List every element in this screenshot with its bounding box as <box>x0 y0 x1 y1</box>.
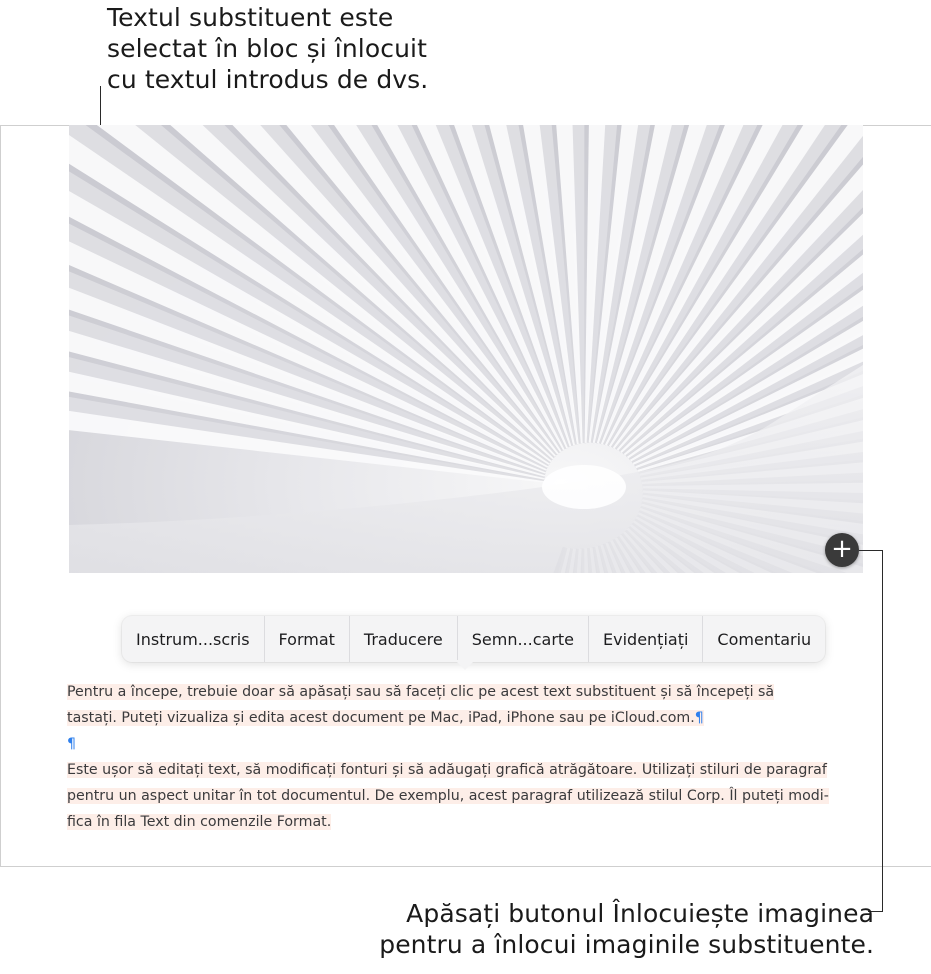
menu-item-translate[interactable]: Traducere <box>350 616 458 662</box>
text-line: tastați. Puteți vizualiza și edita acest document pe Mac, iPad, iPhone sau pe iCloud.com. <box>67 710 695 726</box>
text-line: Este ușor să editați text, să modificați fonturi și să adăugați grafică atrăgătoare. Utilizați stiluri de paragraf <box>67 762 827 778</box>
empty-paragraph[interactable] <box>67 731 76 757</box>
text-context-menu <box>122 616 825 662</box>
plus-icon: + <box>831 534 853 564</box>
callout-leader-line <box>882 550 883 912</box>
menu-item-highlight[interactable]: Evidențiați <box>589 616 703 662</box>
placeholder-image[interactable] <box>69 125 863 573</box>
menu-item-comment[interactable]: Comentariu <box>717 629 812 649</box>
callout-line: cu textul introdus de dvs. <box>107 65 429 94</box>
placeholder-paragraph[interactable] <box>67 757 887 835</box>
placeholder-paragraph[interactable] <box>67 679 887 731</box>
menu-item-bookmark[interactable]: Semn...carte <box>458 616 589 662</box>
callout-placeholder-text <box>107 2 467 95</box>
callout-line: Textul substituent este <box>107 3 394 32</box>
callout-line: selectat în bloc și înlocuit <box>107 34 427 63</box>
paragraph-mark: ¶ <box>694 710 704 726</box>
text-line: pentru un aspect unitar în tot documentul. De exemplu, acest paragraf utilizează stilul Corp. Îl puteți modi- <box>67 788 829 804</box>
replace-image-button[interactable] <box>825 533 859 567</box>
menu-item-format[interactable]: Format <box>265 616 350 662</box>
callout-line: pentru a înlocui imaginile substituente. <box>379 930 874 959</box>
paragraph-mark: ¶ <box>67 736 77 752</box>
menu-pointer-arrow <box>455 660 475 670</box>
architecture-spiral-image <box>69 125 863 573</box>
text-line: Pentru a începe, trebuie doar să apăsați sau să faceți clic pe acest text substituent și să începeți să <box>67 684 775 700</box>
menu-item-writing-tools[interactable]: Instrum...scris <box>122 616 265 662</box>
callout-leader-line <box>859 550 883 551</box>
text-line: fica în fila Text din comenzile Format. <box>67 814 332 830</box>
callout-line: Apăsați butonul Înlocuiește imaginea <box>406 899 874 928</box>
callout-replace-image <box>354 898 874 960</box>
